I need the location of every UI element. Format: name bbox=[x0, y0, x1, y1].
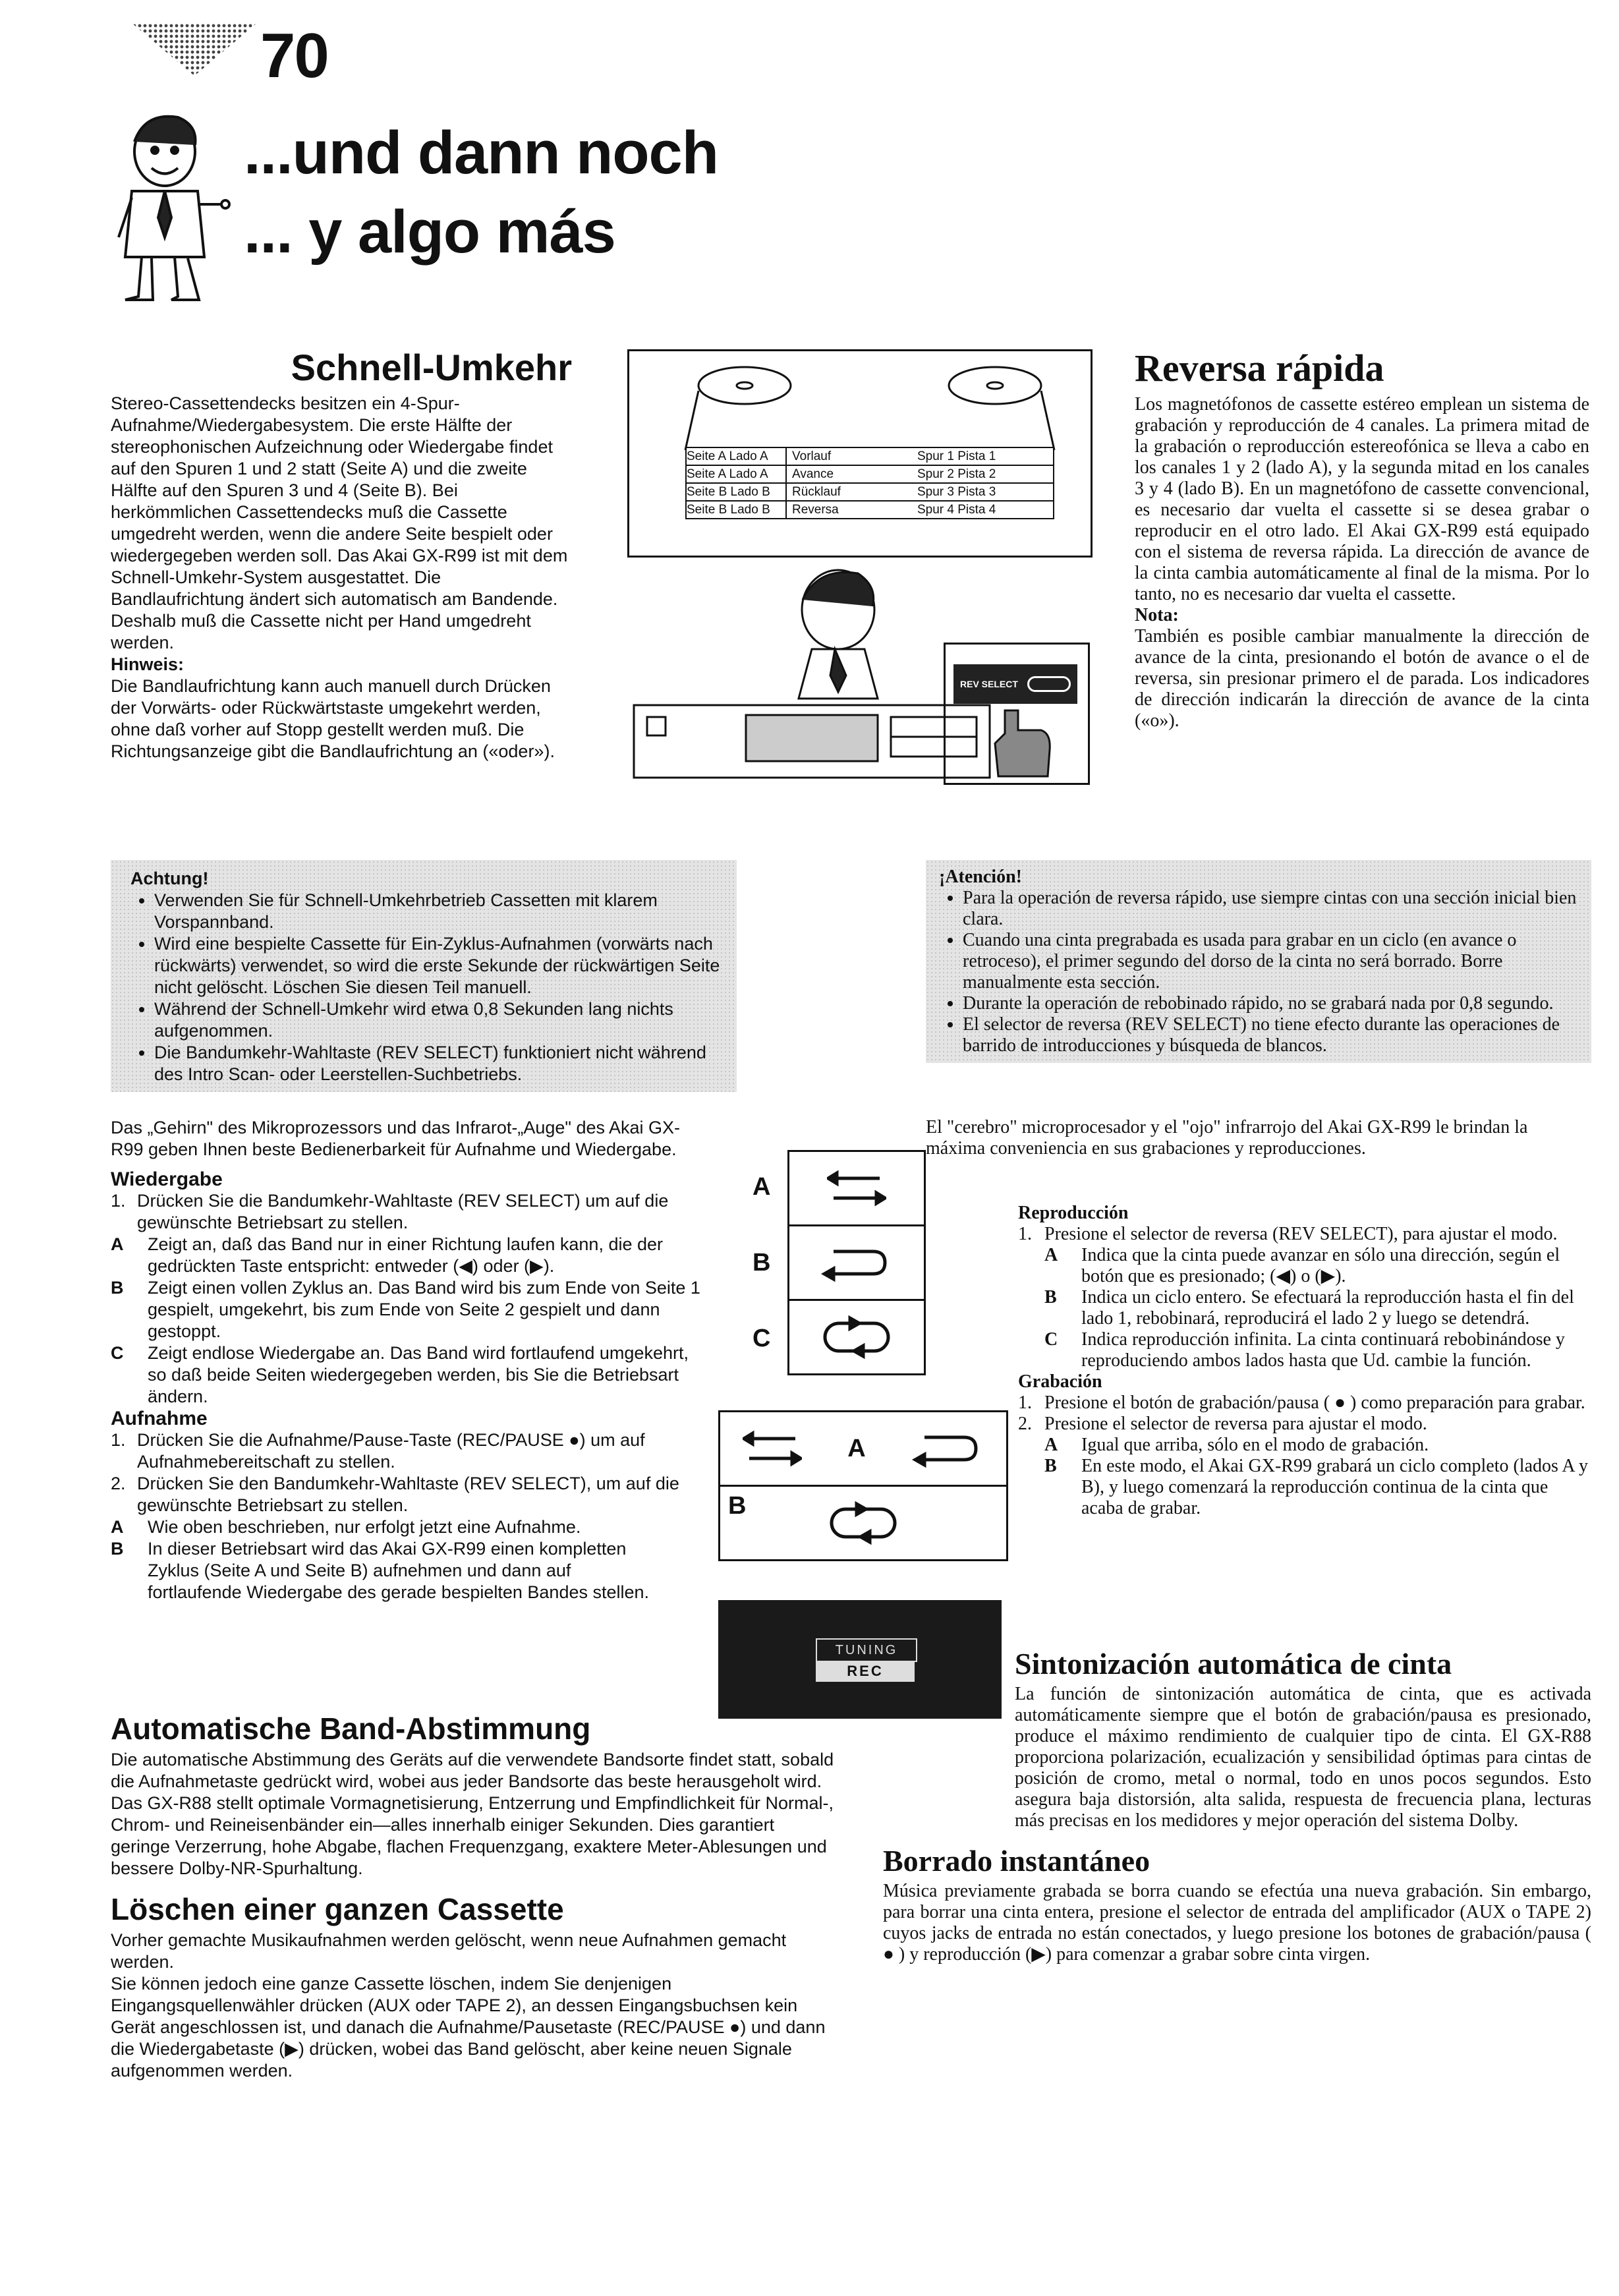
note-body: Die Bandlaufrichtung kann auch manuell durch Drücken der Vorwärts- oder Rückwärtstaste umgekehrt werden, ohne daß vorher auf Stopp gestellt werden muß. Die Richtungsanzeige gibt die Bandlaufrichtung an («oder»). bbox=[111, 676, 555, 761]
warning-item: • Verwenden Sie für Schnell-Umkehrbetrieb Cassetten mit klarem Vorspannband. bbox=[154, 890, 724, 933]
endless-loop-icon bbox=[817, 1314, 896, 1360]
section-heading: Reversa rápida bbox=[1135, 347, 1384, 389]
track-side-label: Seite B Lado B bbox=[687, 503, 770, 517]
mode-key: A bbox=[111, 1234, 124, 1254]
mode-key: B bbox=[1044, 1456, 1057, 1476]
mode-key: B bbox=[728, 1492, 747, 1520]
track-direction-label: Vorlauf bbox=[785, 448, 904, 465]
mode-indicator-diagram bbox=[787, 1150, 926, 1375]
es-bottom-block bbox=[883, 1634, 1591, 1965]
es-intro: El "cerebro" microprocesador y el "ojo" infrarrojo del Akai GX-R99 le brindan la máxima conveniencia en sus grabaciones y reproducciones. bbox=[926, 1117, 1528, 1159]
track-side-label: Seite B Lado B bbox=[687, 485, 770, 499]
mode-key: A bbox=[1044, 1435, 1058, 1455]
cartoon-man-icon bbox=[105, 105, 231, 310]
mode-text: Indica un ciclo entero. Se efectuará la reproducción hasta el fin del lado 1, rebobinará, reproducirá el lado 2 y luego se detendrá. bbox=[1081, 1287, 1574, 1329]
section-body: Los magnetófonos de cassette estéreo emplean un sistema de grabación y reproducción de 4 canales. La primera mitad de la grabación o reproducción estereofónica se lleva a cabo en los canales 1 y 2 (lado A), y la segunda mitad en los canales 3 y 4 (lado B). En un magnetófono de cassette convencional, es necesario dar vuelta el cassette si se desea grabar o reproducir en el otro lado. El Akai GX-R99 está equipado con el sistema de reversa rápida. La dirección de avance de la cinta cambia automáticamente al final de la misma. Por lo tanto, no es necesario dar vuelta el cassette. bbox=[1135, 394, 1589, 604]
tuning-indicator: TUNING bbox=[816, 1638, 917, 1662]
loeschen-body: Vorher gemachte Musikaufnahmen werden gelöscht, wenn neue Aufnahmen gemacht werden. bbox=[111, 1930, 787, 1972]
warning-label: Achtung! bbox=[130, 869, 209, 888]
achtung-box bbox=[111, 860, 737, 1092]
mode-b-label: B bbox=[753, 1249, 771, 1277]
track-number-label: Spur 3 Pista 3 bbox=[917, 485, 996, 499]
warning-item: • Wird eine bespielte Cassette für Ein-Zyklus-Aufnahmen (vorwärts nach rückwärts) verwendet, so wird die erste Sekunde der rückwärtigen Seite nicht gelöscht. Löschen Sie diesen Teil manuell. bbox=[154, 933, 724, 998]
title-es: ... y algo más bbox=[244, 198, 615, 266]
section-heading: Schnell-Umkehr bbox=[291, 347, 572, 388]
mode-key: B bbox=[1044, 1287, 1057, 1307]
direction-arrow-icon bbox=[743, 1425, 802, 1472]
pointing-hand-icon bbox=[985, 704, 1058, 780]
warning-item: • Die Bandumkehr-Wahltaste (REV SELECT) funktioniert nicht während des Intro Scan- oder Leerstellen-Suchbetriebs. bbox=[154, 1042, 724, 1085]
mode-key: A bbox=[847, 1434, 866, 1462]
reversa-rapida-section bbox=[1135, 346, 1589, 732]
step-text: Drücken Sie die Aufnahme/Pause-Taste (REC/PAUSE ●) um auf Aufnahmebereitschaft zu stellen. bbox=[137, 1430, 645, 1472]
page-number: 70 bbox=[260, 20, 328, 91]
mode-text: Zeigt endlose Wiedergabe an. Das Band wird fortlaufend umgekehrt, so daß beide Seiten wiedergegeben werden, bis Sie die Betriebsart ändern. bbox=[148, 1343, 689, 1406]
mode-key: C bbox=[111, 1343, 124, 1363]
de-intro-block: Das „Gehirn" des Mikroprozessors und das Infrarot-„Auge" des Akai GX-R99 geben Ihnen beste Bedienerbarkeit für Aufnahme und Wiedergabe. Wiedergabe 1. Drücken Sie die Bandumkehr-Wahltaste (REV SELECT) um auf die gewünschte Betriebsart zu stellen. A Zeigt an, daß das Band nur in einer Richtung laufen kann, die der gedrückten Taste entspricht: entweder (◀) oder (▶). B Zeigt einen vollen Zyklus an. Das Band wird bis zum Ende von Seite 1 gespielt, umgekehrt, bis zum Ende von Seite 2 gespielt und dann gestoppt. C Zeigt endlose Wiedergabe an. Das Band wird fortlaufend umgekehrt, so daß beide Seiten wiedergegeben werden, bis Sie die Betriebsart ändern. Aufnahme 1. Drücken Sie die Aufnahme/Pause-Taste (REC/PAUSE ●) um auf Aufnahmebereitschaft zu stellen. 2. Drücken Sie den Bandumkehr-Wahltaste (REV SELECT), um auf die gewünschte Betriebsart zu stellen. A Wie oben beschrieben, nur erfolgt jetzt eine Aufnahme. B In dieser Betriebsart wird das Akai GX-R99 einen kompletten Zyklus (Seite A und Seite B) aufnehmen und dann auf fortlaufende Wiedergabe des gerade bespielten Bandes stellen. bbox=[111, 1118, 700, 1602]
mode-text: Indica que la cinta puede avanzar en sólo una dirección, según el botón que es presionado; (◀) o (▶). bbox=[1081, 1245, 1560, 1286]
sinton-body: La función de sintonización automática de cinta, que es activada automáticamente siempre que el botón de grabación/pausa es presionado, produce el máximo rendimiento de cualquier tipo de cinta. El GX-R88 proporciona polarización, ecualización y sensibilidad óptimas para cintas de posición de cromo, metal o normal, todo en unos pocos segundos. Esto asegura baja distorsión, alta salida, respuesta de frecuencia plana, lecturas más precisas en los medidores y mejor operación del sistema Dolby. bbox=[1015, 1684, 1591, 1831]
de-bottom-block bbox=[111, 1699, 836, 2082]
warning-item: • Cuando una cinta pregrabada es usada para grabar en un ciclo (en avance o retroceso), el primer segundo del dorso de la cinta no será borrado. Borre manualmente esta sección. bbox=[963, 930, 1578, 993]
tape-track-diagram bbox=[627, 349, 1093, 558]
warning-item: • Durante la operación de rebobinado rápido, no se grabará nada por 0,8 segundo. bbox=[963, 993, 1578, 1014]
note-label: Hinweis: bbox=[111, 654, 185, 674]
mode-c-label: C bbox=[753, 1325, 771, 1352]
mode-text: Wie oben beschrieben, nur erfolgt jetzt eine Aufnahme. bbox=[148, 1517, 581, 1537]
auto-de-body: Die automatische Abstimmung des Geräts auf die verwendete Bandsorte findet statt, sobald die Aufnahmetaste gedrückt wird, wobei aus jeder Bandsorte das beste herausgeholt wird. Das GX-R88 stellt optimale Vormagnetisierung, Entzerrung und Empfindlichkeit für Normal-, Chrom- und Reineisenbänder ein—alles innerhalb einiger Sekunden. Dies garantiert geringe Verzerrung, hohe Abgabe, flachen Frequenzgang, exaktere Meter-Ablesungen und bessere Dolby-NR-Spurhaltung. bbox=[111, 1750, 834, 1878]
es-mode-block: Reproducción 1. Presione el selector de reversa (REV SELECT), para ajustar el modo. A Indica que la cinta puede avanzar en sólo una dirección, según el botón que es presionado; (◀) o (▶). B Indica un ciclo entero. Se efectuará la reproducción hasta el fin del lado 1, rebobinará, reproducirá el lado 2 y luego se detendrá. C Indica reproducción infinita. La cinta continuará rebobinándose y reproduciendo ambos lados hasta que Ud. cambie la función. Grabación 1. Presione el botón de grabación/pausa ( ● ) como preparación para grabar. 2. Presione el selector de reversa para ajustar el modo. A Igual que arriba, sólo en el modo de grabación. B En este modo, el Akai GX-R99 grabará un ciclo completo (lados A y B), y luego comenzará la reproducción continua de la cinta que acaba de grabar. bbox=[1018, 1203, 1591, 1519]
one-way-indicator bbox=[787, 1150, 926, 1226]
record-mode-a bbox=[718, 1410, 1008, 1487]
step-text: Presione el botón de grabación/pausa ( ● ) como preparación para grabar. bbox=[1044, 1392, 1585, 1413]
track-side-label: Seite A Lado A bbox=[687, 449, 768, 463]
mode-key: A bbox=[111, 1517, 124, 1537]
mode-text: Igual que arriba, sólo en el modo de grabación. bbox=[1081, 1435, 1429, 1455]
intro-text: Das „Gehirn" des Mikroprozessors und das Infrarot-„Auge" des Akai GX-R99 geben Ihnen beste Bedienerbarkeit für Aufnahme und Wiedergabe. bbox=[111, 1118, 681, 1159]
title-de: ...und dann noch bbox=[244, 119, 718, 187]
cycle-arrow-icon bbox=[911, 1425, 984, 1472]
auto-de-heading: Automatische Band-Abstimmung bbox=[111, 1711, 591, 1746]
loeschen-heading: Löschen einer ganzen Cassette bbox=[111, 1892, 564, 1926]
cassette-deck-illustration bbox=[627, 567, 996, 784]
rev-select-inset bbox=[944, 643, 1090, 785]
track-number-label: Spur 2 Pista 2 bbox=[917, 467, 996, 481]
warning-item: • Während der Schnell-Umkehr wird etwa 0,8 Sekunden lang nichts aufgenommen. bbox=[154, 998, 724, 1042]
one-cycle-indicator bbox=[787, 1226, 926, 1301]
grabacion-heading: Grabación bbox=[1018, 1371, 1102, 1392]
reproduccion-heading: Reproducción bbox=[1018, 1203, 1129, 1223]
record-mode-diagram bbox=[718, 1410, 1008, 1561]
borrado-heading: Borrado instantáneo bbox=[883, 1844, 1150, 1878]
direction-arrow-icon bbox=[827, 1165, 886, 1211]
aufnahme-heading: Aufnahme bbox=[111, 1408, 208, 1429]
mode-text: In dieser Betriebsart wird das Akai GX-R99 einen kompletten Zyklus (Seite A und Seite B) aufnehmen und dann auf fortlaufende Wiedergabe des gerade bespielten Bandes stellen. bbox=[148, 1539, 650, 1602]
loeschen-body: Sie können jedoch eine ganze Cassette löschen, indem Sie denjenigen Eingangsquellenwähler drücken (AUX oder TAPE 2), an dessen Eingangsbuchsen kein Gerät angeschlossen ist, und danach die Aufnahme/Pausetaste (REC/PAUSE ●) und dann die Wiedergabetaste (▶) drücken, wobei das Band gelöscht, aber keine neuen Signale aufgenommen werden. bbox=[111, 1974, 826, 2081]
mode-key: B bbox=[111, 1278, 124, 1298]
track-number-label: Spur 4 Pista 4 bbox=[917, 503, 996, 517]
mode-text: En este modo, el Akai GX-R99 grabará un ciclo completo (lados A y B), y luego comenzará la reproducción continua de la cinta que acaba de grabar. bbox=[1081, 1456, 1589, 1518]
mode-a-label: A bbox=[753, 1173, 771, 1201]
track-table bbox=[685, 447, 1054, 519]
track-direction-label: Rücklauf bbox=[785, 484, 904, 500]
borrado-body: Música previamente grabada se borra cuando se efectúa una nueva grabación. Sin embargo, para borrar una cinta entera, presione el selector de entrada del amplificador (AUX o TAPE 2) cuyos jacks de entrada no están conectados, y luego presione los botones de grabación/pausa ( ● ) y reproducción (▶) para comenzar a grabar sobre cinta virgen. bbox=[883, 1881, 1591, 1965]
atencion-box bbox=[926, 860, 1591, 1063]
mode-key: B bbox=[111, 1539, 124, 1559]
cycle-icon bbox=[1027, 676, 1071, 692]
track-side-label: Seite A Lado A bbox=[687, 467, 768, 481]
step-text: Presione el selector de reversa para ajustar el modo. bbox=[1044, 1414, 1427, 1434]
mode-key: A bbox=[1044, 1245, 1058, 1265]
endless-indicator bbox=[787, 1301, 926, 1375]
step-text: Drücken Sie den Bandumkehr-Wahltaste (REV SELECT), um auf die gewünschte Betriebsart zu stellen. bbox=[137, 1474, 679, 1515]
note-body: También es posible cambiar manualmente la dirección de avance de la cinta, presionando el botón de avance o el de reversa, sin presionar primero el de parada. Los indicadores de dirección indicarán la dirección de avance de la cinta («o»). bbox=[1135, 626, 1589, 731]
decorative-triangle-icon bbox=[132, 23, 257, 76]
warning-item: • El selector de reversa (REV SELECT) no tiene efecto durante las operaciones de barrido de introducciones y búsqueda de blancos. bbox=[963, 1014, 1578, 1056]
record-mode-b bbox=[718, 1487, 1008, 1561]
mode-key: C bbox=[1044, 1329, 1058, 1350]
mode-text: Indica reproducción infinita. La cinta continuará rebobinándose y reproduciendo ambos lados hasta que Ud. cambie la función. bbox=[1081, 1329, 1565, 1371]
note-label: Nota: bbox=[1135, 605, 1179, 625]
rec-indicator: REC bbox=[816, 1661, 915, 1682]
mode-text: Zeigt an, daß das Band nur in einer Richtung laufen kann, die der gedrückten Taste entspricht: entweder (◀) oder (▶). bbox=[148, 1234, 663, 1276]
section-body: Stereo-Cassettendecks besitzen ein 4-Spur-Aufnahme/Wiedergabesystem. Die erste Hälfte der stereophonischen Aufzeichnung oder Wiedergabe findet auf den Spuren 1 und 2 statt (Seite A) und die zweite Hälfte auf den Spuren 3 und 4 (Seite B). Bei herkömmlichen Cassettendecks muß die Cassette umgedreht werden, wenn die andere Seite bespielt oder wiedergegeben werden soll. Das Akai GX-R99 ist mit dem Schnell-Umkehr-System ausgestattet. Die Bandlaufrichtung ändert sich automatisch am Bandende. Deshalb muß die Cassette nicht per Hand umgedreht werden. bbox=[111, 393, 568, 652]
cycle-arrow-icon bbox=[820, 1240, 893, 1286]
sinton-heading: Sintonización automática de cinta bbox=[1015, 1647, 1452, 1680]
warning-item: • Para la operación de reversa rápido, use siempre cintas con una sección inicial bien clara. bbox=[963, 888, 1578, 930]
wiedergabe-heading: Wiedergabe bbox=[111, 1168, 223, 1190]
step-text: Drücken Sie die Bandumkehr-Wahltaste (REV SELECT) um auf die gewünschte Betriebsart zu stellen. bbox=[137, 1191, 669, 1232]
warning-label: ¡Atención! bbox=[939, 867, 1022, 887]
endless-loop-icon bbox=[824, 1500, 903, 1546]
track-direction-label: Avance bbox=[785, 466, 904, 482]
rev-select-label: REV SELECT bbox=[960, 679, 1018, 689]
schnell-umkehr-section bbox=[111, 346, 572, 762]
track-direction-label: Reversa bbox=[785, 502, 904, 518]
step-text: Presione el selector de reversa (REV SELECT), para ajustar el modo. bbox=[1044, 1224, 1558, 1244]
track-number-label: Spur 1 Pista 1 bbox=[917, 449, 996, 463]
mode-text: Zeigt einen vollen Zyklus an. Das Band wird bis zum Ende von Seite 1 gespielt, umgekehrt, bis zum Ende von Seite 2 gespielt und dann gestoppt. bbox=[148, 1278, 700, 1341]
